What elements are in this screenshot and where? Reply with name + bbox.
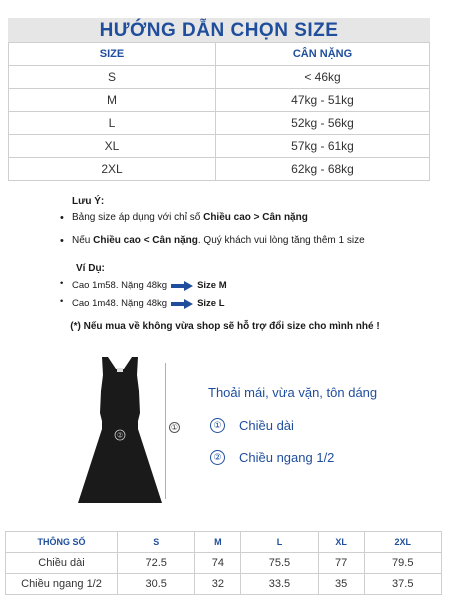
table-row xyxy=(9,135,430,158)
spec-value: 35 xyxy=(318,574,364,595)
note-bold-text: Chiều cao < Cân nặng xyxy=(93,235,198,246)
example-text: • Cao 1m48. Nặng 48kg xyxy=(72,298,168,309)
note-item xyxy=(58,234,365,257)
size-cell: XL xyxy=(9,135,216,158)
size-column-header: SIZE xyxy=(9,43,216,66)
page-title: HƯỚNG DẪN CHỌN SIZE xyxy=(8,18,430,42)
feature-half-width xyxy=(210,450,334,465)
spec-label: Chiều dài xyxy=(6,553,118,574)
spec-header: XL xyxy=(318,532,364,553)
feature-number: ① xyxy=(210,418,225,433)
table-row xyxy=(9,89,430,112)
length-marker: ① xyxy=(170,423,179,432)
example-result: Size M xyxy=(197,280,227,291)
feature-label: Chiều ngang 1/2 xyxy=(239,450,335,465)
dress-image xyxy=(72,355,168,507)
size-cell: 2XL xyxy=(9,158,216,181)
spec-value: 32 xyxy=(195,574,241,595)
feature-length xyxy=(210,418,294,433)
width-marker-number: ② xyxy=(116,431,124,440)
weight-cell: 57kg - 61kg xyxy=(216,135,430,158)
arrow-right-icon xyxy=(171,281,193,291)
weight-cell: < 46kg xyxy=(216,66,430,89)
note-bold-text: Chiều cao > Cân nặng xyxy=(203,212,308,223)
size-table-header xyxy=(9,43,430,66)
size-weight-table xyxy=(8,42,430,181)
spec-header: L xyxy=(241,532,318,553)
fit-description: Thoải mái, vừa vặn, tôn dáng xyxy=(208,385,378,400)
logo-mark xyxy=(117,368,123,372)
feature-label: Chiều dài xyxy=(239,418,294,433)
feature-number: ② xyxy=(210,450,225,465)
spec-value: 30.5 xyxy=(118,574,195,595)
weight-column-header: CÂN NẶNG xyxy=(216,43,430,66)
size-cell: M xyxy=(9,89,216,112)
example-title: Ví Dụ: xyxy=(76,263,105,274)
table-row xyxy=(9,112,430,135)
spec-table xyxy=(5,531,442,595)
spec-header: M xyxy=(195,532,241,553)
example-text: • Cao 1m58. Nặng 48kg xyxy=(72,280,168,291)
table-row xyxy=(6,574,442,595)
spec-header: THÔNG SỐ xyxy=(6,532,118,553)
example-item xyxy=(58,277,227,295)
weight-cell: 62kg - 68kg xyxy=(216,158,430,181)
spec-value: 77 xyxy=(318,553,364,574)
example-list xyxy=(58,277,227,313)
note-title: Lưu Ý: xyxy=(72,196,105,207)
note-text: Bảng size áp dụng với chỉ số xyxy=(72,212,204,223)
size-cell: L xyxy=(9,112,216,135)
table-row xyxy=(9,66,430,89)
spec-value: 72.5 xyxy=(118,553,195,574)
note-text: . Quý khách vui lòng tăng thêm 1 size xyxy=(197,235,365,246)
spec-value: 79.5 xyxy=(364,553,442,574)
spec-table-header xyxy=(6,532,442,553)
spec-value: 75.5 xyxy=(241,553,318,574)
note-list xyxy=(58,211,365,257)
table-row xyxy=(6,553,442,574)
spec-label: Chiều ngang 1/2 xyxy=(6,574,118,595)
exchange-support-note: (*) Nếu mua về không vừa shop sẽ hỗ trợ đổi size cho mình nhé ! xyxy=(70,321,380,332)
length-measure-line xyxy=(165,363,166,499)
spec-header: 2XL xyxy=(364,532,442,553)
spec-header: S xyxy=(118,532,195,553)
table-row xyxy=(9,158,430,181)
weight-cell: 47kg - 51kg xyxy=(216,89,430,112)
size-cell: S xyxy=(9,66,216,89)
example-result: Size L xyxy=(197,298,225,309)
weight-cell: 52kg - 56kg xyxy=(216,112,430,135)
example-item xyxy=(58,295,227,313)
spec-value: 33.5 xyxy=(241,574,318,595)
spec-value: 74 xyxy=(195,553,241,574)
note-text: Nếu xyxy=(72,235,94,246)
arrow-right-icon xyxy=(171,299,193,309)
note-item xyxy=(58,211,365,234)
spec-value: 37.5 xyxy=(364,574,442,595)
